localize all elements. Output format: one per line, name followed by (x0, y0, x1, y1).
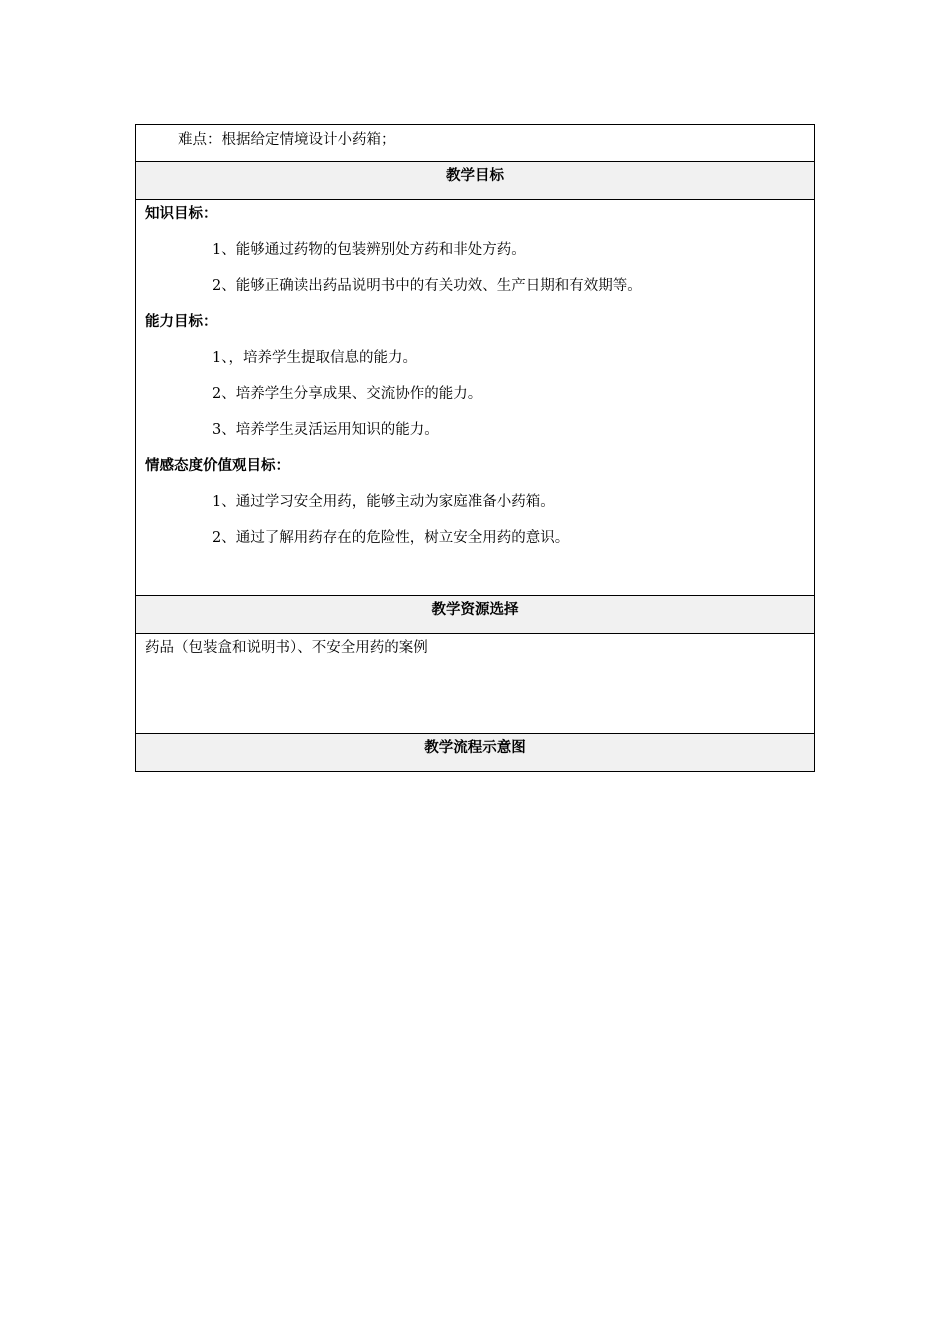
ability-goal-item: 2、培养学生分享成果、交流协作的能力。 (212, 386, 483, 402)
goals-section-title: 教学目标 (446, 168, 504, 184)
ability-goal-item: 1、，培养学生提取信息的能力。 (212, 350, 417, 366)
knowledge-goal-item: 1、能够通过药物的包装辨别处方药和非处方药。 (212, 242, 526, 258)
goals-row (136, 200, 815, 596)
flow-header-cell (136, 734, 815, 772)
difficulty-cell (136, 125, 815, 162)
resources-section-title: 教学资源选择 (431, 602, 519, 618)
resources-header-row (136, 596, 815, 634)
goals-header-row (136, 162, 815, 200)
ability-goal-item: 3、培养学生灵活运用知识的能力。 (212, 422, 439, 438)
goals-content (136, 200, 814, 564)
knowledge-goal-item: 2、能够正确读出药品说明书中的有关功效、生产日期和有效期等。 (212, 278, 642, 294)
lesson-plan-table (135, 124, 815, 772)
difficulty-row (136, 125, 815, 162)
resources-text: 药品（包装盒和说明书）、不安全用药的案例 (145, 640, 428, 656)
resources-header-cell (136, 596, 815, 634)
emotion-goal-heading: 情感态度价值观目标： (145, 458, 290, 474)
resources-cell (136, 634, 815, 734)
flow-section-title: 教学流程示意图 (424, 740, 526, 756)
emotion-goal-item: 2、通过了解用药存在的危险性，树立安全用药的意识。 (212, 530, 570, 546)
difficulty-text: 难点：根据给定情境设计小药箱； (178, 132, 396, 148)
emotion-goal-item: 1、通过学习安全用药，能够主动为家庭准备小药箱。 (212, 494, 555, 510)
goals-cell (136, 200, 815, 596)
goals-header-cell (136, 162, 815, 200)
ability-goal-heading: 能力目标： (145, 314, 218, 330)
resources-row (136, 634, 815, 734)
knowledge-goal-heading: 知识目标： (145, 206, 218, 222)
flow-header-row (136, 734, 815, 772)
